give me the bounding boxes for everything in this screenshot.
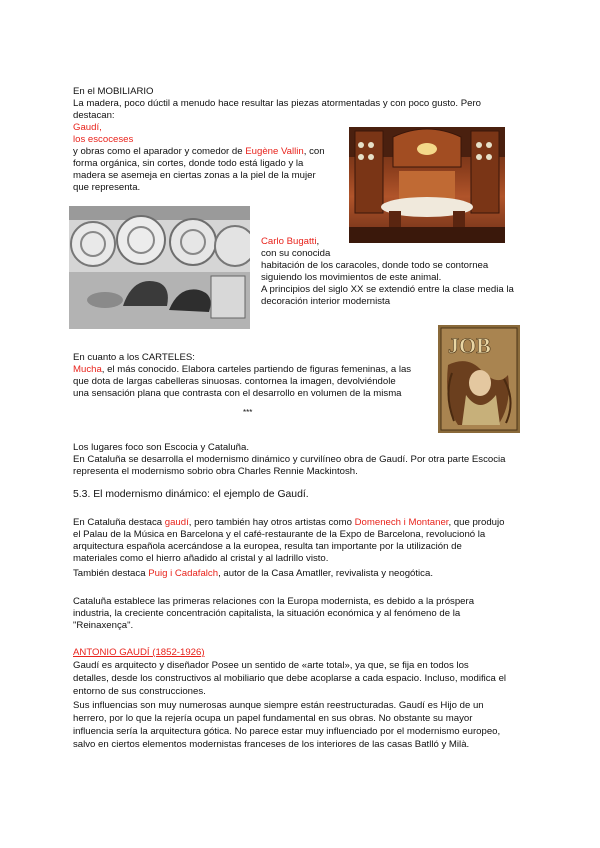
- antonio-line1: Gaudí es arquitecto y diseñador Posee un sentido de «arte total», ya que, se fija en todos los: [73, 660, 469, 671]
- vallin-line: y obras como el aparador y comedor de Eugène Vallin, con: [73, 146, 325, 157]
- antonio-line7: salvo en ciertos elementos modernistas franceses de los interiores de las casas Batlló y Milà.: [73, 739, 470, 750]
- separator: ***: [243, 408, 253, 417]
- mobiliario-line1: La madera, poco dúctil a menudo hace resultar las piezas atormentadas y con poco gusto. Pero: [73, 98, 481, 109]
- mobiliario-line2: destacan:: [73, 110, 115, 121]
- mucha-job-poster-image: [438, 325, 520, 433]
- section-title: 5.3. El modernismo dinámico: el ejemplo de Gaudí.: [73, 489, 309, 500]
- mobiliario-intro: En el MOBILIARIO: [73, 86, 154, 97]
- mucha-line: Mucha, el más conocido. Elabora carteles partiendo de figuras femeninas, a las: [73, 364, 412, 375]
- organic-line3: que representa.: [73, 182, 141, 193]
- vallin-dining-room-image: [349, 127, 505, 243]
- gaudi-link-text: gaudí: [164, 517, 189, 528]
- carteles-keyword: CARTELES:: [141, 352, 195, 363]
- antonio-gaudi-heading: ANTONIO GAUDÍ (1852-1926): [73, 647, 205, 658]
- puig-name: Puig i Cadafalch: [148, 568, 219, 579]
- snail-room-illustration: [69, 206, 250, 329]
- antonio-line4: Sus influencias son muy numerosas aunque siempre están reestructuradas. Gaudí es Hijo de un: [73, 700, 484, 711]
- organic-line2: madera se asemeja en ciertas zonas a la piel de la mujer: [73, 170, 316, 181]
- svg-text:JOB: JOB: [448, 333, 491, 358]
- vallin-name: Eugène Vallin: [245, 146, 304, 157]
- bugatti-snail-room-image: [69, 206, 250, 329]
- cataluna-line2: el Palau de la Música en Barcelona y el café-restaurante de la Expo de Barcelona, revolucionó la: [73, 529, 486, 540]
- bugatti-name: Carlo Bugatti: [261, 236, 317, 247]
- bugatti-line1: con su conocida: [261, 248, 331, 259]
- antonio-line6: influencia sería la arquitectura gótica. No parece estar muy influenciado por el modernismo europeo,: [73, 726, 501, 737]
- bugatti-heading: Carlo Bugatti,: [261, 236, 320, 247]
- bugatti-line5: decoración interior modernista: [261, 296, 391, 307]
- carteles-intro: En cuanto a los CARTELES:: [73, 352, 195, 363]
- cataluna-line1: En Cataluña destaca gaudí, pero también hay otros artistas como Domenech i Montaner, que produjo: [73, 517, 505, 528]
- organic-line1: forma orgánica, sin cortes, donde todo está ligado y la: [73, 158, 304, 169]
- carteles-line3: una sensación plana que contrasta con el desarrollo en volumen de la misma: [73, 388, 402, 399]
- domenech-name: Domenech i Montaner: [354, 517, 449, 528]
- cataluna-line5: También destaca Puig i Cadafalch, autor de la Casa Amatller, revivalista y neogótica.: [73, 568, 433, 579]
- antonio-line2: detalles, desde los constructivos al mobiliario que debe acoplarse a cada espacio. Incluso, modifica el: [73, 673, 507, 684]
- job-poster-illustration: [438, 325, 520, 433]
- escoceses-label: los escoceses: [73, 134, 134, 145]
- relaciones-line2: industria, la creciente concentración capitalista, la situación económica y al fenómeno de la: [73, 608, 461, 619]
- gaudi-name: Gaudí,: [73, 122, 102, 133]
- bugatti-line3: siguiendo los movimientos de este animal.: [261, 272, 442, 283]
- lugares-line2: En Cataluña se desarrolla el modernismo dinámico y curvilíneo obra de Gaudí. Por otra parte Escocia: [73, 454, 506, 465]
- cataluna-line4: materiales como el hierro añadido al cristal y al ladrillo visto.: [73, 553, 329, 564]
- relaciones-line3: "Reinaxença".: [73, 620, 134, 631]
- mucha-name: Mucha: [73, 364, 102, 375]
- bugatti-line2: habitación de los caracoles, donde todo se contornea: [261, 260, 489, 271]
- lugares-line1: Los lugares foco son Escocia y Cataluña.: [73, 442, 249, 453]
- cataluna-line3: arquitectura española acercándose a la europea, resulta tan importante por la utilización de: [73, 541, 462, 552]
- carteles-line2: que dota de largas cabelleras sinuosas. contornea la imagen, devolviéndole: [73, 376, 396, 387]
- antonio-line3: entorno de sus construcciones.: [73, 686, 206, 697]
- siglo-xx: XX: [350, 284, 364, 295]
- relaciones-line1: Cataluña establece las primeras relaciones con la Europa modernista, es debido a la próspera: [73, 596, 475, 607]
- lugares-line3: representa el modernismo sobrio obra Charles Rennie Mackintosh.: [73, 466, 358, 477]
- antonio-line5: herrero, por lo que la rejería ocupa un papel fundamental en sus obras. No obstante su mayor: [73, 713, 473, 724]
- dining-room-illustration: [349, 127, 505, 243]
- mobiliario-keyword: MOBILIARIO: [97, 86, 154, 97]
- bugatti-line4: A principios del siglo XX se extendió entre la clase media la: [261, 284, 514, 295]
